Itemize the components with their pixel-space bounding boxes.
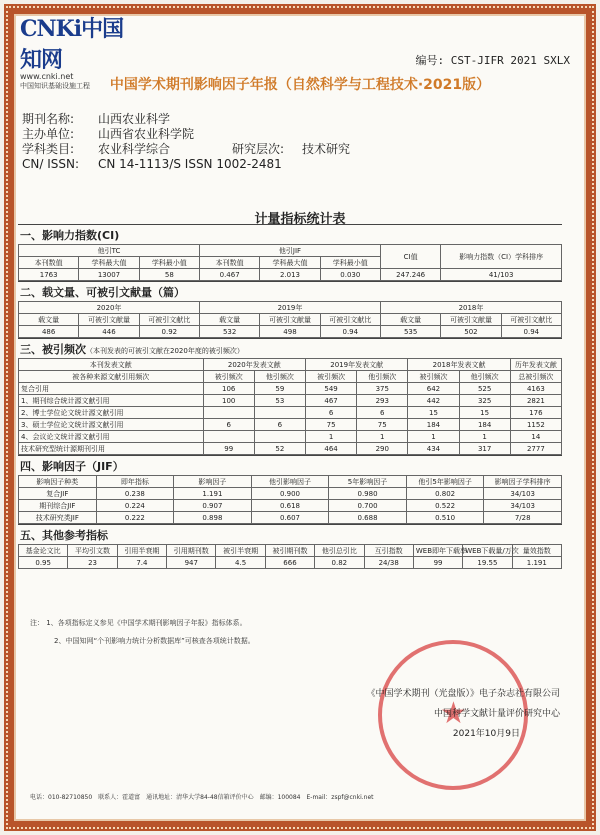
volume-value: 532 [199, 326, 259, 338]
table-row [19, 407, 562, 419]
jif-header: 影响因子 [174, 476, 252, 488]
table-row [19, 431, 562, 443]
citation-source: 4、会议论文统计源文献引用 [19, 431, 204, 443]
volume-value: 0.94 [501, 326, 561, 338]
ci-value: 0.030 [320, 269, 380, 281]
jif-table [18, 475, 562, 524]
citation-group-header: 2020年发表文献 [203, 359, 305, 371]
citation-subheader: 总被引频次 [510, 371, 561, 383]
volume-subheader: 可被引文献量 [79, 314, 139, 326]
ci-value: 1763 [19, 269, 79, 281]
logo-subtitle: 中国知识基础设施工程 [20, 82, 90, 90]
cnki-logo [20, 12, 140, 90]
citation-subheader: 被各种来源文献引用频次 [19, 371, 204, 383]
ci-subheader: 学科最大值 [79, 257, 139, 269]
citation-value: 53 [254, 395, 305, 407]
jif-value: 0.607 [251, 512, 329, 524]
section-citation-note: （本刊发表的可被引文献在2020年度的被引频次） [86, 347, 244, 355]
section-citation-name: 三、被引频次 [20, 343, 86, 356]
citation-subheader: 他引频次 [357, 371, 408, 383]
citation-value: 6 [357, 407, 408, 419]
citation-group-header: 2018年发表文献 [408, 359, 510, 371]
volume-table [18, 301, 562, 338]
jif-type: 复合JIF [19, 488, 97, 500]
publish-date: 2021年10月9日 [452, 729, 520, 739]
citation-value: 317 [459, 443, 510, 455]
ci-value: 247.246 [380, 269, 440, 281]
logo-url: www.cnki.net [20, 72, 74, 81]
publisher-name: 《中国学术期刊（光盘版）》电子杂志社有限公司 [366, 689, 560, 699]
report-title: 中国学术期刊影响因子年报（自然科学与工程技术·2021版） [109, 77, 491, 93]
citation-value: 176 [510, 407, 561, 419]
citation-value: 6 [254, 419, 305, 431]
ci-value: 58 [139, 269, 199, 281]
citation-value: 184 [408, 419, 459, 431]
jif-value: 0.618 [251, 500, 329, 512]
volume-value: 498 [260, 326, 320, 338]
issn-label: CN/ ISSN: [22, 157, 80, 171]
citation-subheader: 被引频次 [305, 371, 356, 383]
jif-value: 7/28 [484, 512, 562, 524]
ci-subheader: 本刊数值 [19, 257, 79, 269]
table-row [19, 383, 562, 395]
citation-value: 6 [305, 407, 356, 419]
other-value: 23 [68, 557, 117, 569]
citation-value: 1 [305, 431, 356, 443]
citation-value: 325 [459, 395, 510, 407]
ci-head-ci: CI值 [380, 245, 440, 269]
ci-subheader: 学科最大值 [260, 257, 320, 269]
jif-value: 0.700 [329, 500, 407, 512]
volume-value: 0.94 [320, 326, 380, 338]
section-other-title: 五、其他参考指标 [18, 524, 562, 544]
citation-value: 15 [408, 407, 459, 419]
citation-subheader: 他引频次 [254, 371, 305, 383]
other-value: 1.191 [512, 557, 561, 569]
category-value: 农业科学综合 [98, 142, 171, 156]
volume-year-header: 2018年 [380, 302, 561, 314]
jif-type: 期刊综合JIF [19, 500, 97, 512]
ci-subheader: 学科最小值 [320, 257, 380, 269]
citation-value: 467 [305, 395, 356, 407]
table-row [19, 512, 562, 524]
volume-year-header: 2019年 [199, 302, 380, 314]
notes [30, 614, 255, 650]
jif-value: 0.522 [406, 500, 484, 512]
other-value: 0.95 [19, 557, 68, 569]
ci-value: 0.467 [199, 269, 259, 281]
citation-value: 75 [357, 419, 408, 431]
volume-value: 535 [380, 326, 440, 338]
journal-info [22, 112, 542, 172]
level-value: 技术研究 [302, 142, 351, 156]
seal-star-icon: ★ [440, 696, 467, 731]
citation-value: 549 [305, 383, 356, 395]
jif-value: 0.907 [174, 500, 252, 512]
table-row [19, 419, 562, 431]
logo-mark: CNKi中国知网 [20, 16, 124, 73]
jif-header: 5年影响因子 [329, 476, 407, 488]
volume-subheader: 载文量 [380, 314, 440, 326]
citation-source: 复合引用 [19, 383, 204, 395]
publisher-block [300, 684, 560, 744]
other-value: 99 [413, 557, 462, 569]
other-table [18, 544, 562, 569]
volume-subheader: 可被引文献比 [501, 314, 561, 326]
other-value: 7.4 [117, 557, 166, 569]
other-header: 量效指数 [512, 545, 561, 557]
stats-tables [18, 224, 562, 569]
jif-value: 0.900 [251, 488, 329, 500]
other-header: WEB即年下载率 [413, 545, 462, 557]
other-header: 被引半衰期 [216, 545, 265, 557]
jif-value: 0.898 [174, 512, 252, 524]
other-header: 基金论文比 [19, 545, 68, 557]
note-1: 注： 1、各项指标定义参见《中国学术期刊影响因子年报》指标体系。 [30, 619, 247, 627]
citation-value [254, 431, 305, 443]
jif-value: 34/103 [484, 500, 562, 512]
other-value: 666 [265, 557, 314, 569]
citation-source: 3、硕士学位论文统计源文献引用 [19, 419, 204, 431]
jif-type: 技术研究类JIF [19, 512, 97, 524]
volume-value: 446 [79, 326, 139, 338]
ci-table [18, 244, 562, 281]
ci-value: 13007 [79, 269, 139, 281]
citation-value: 75 [305, 419, 356, 431]
jif-header: 即年指标 [96, 476, 174, 488]
citation-source: 2、博士学位论文统计源文献引用 [19, 407, 204, 419]
citation-value: 14 [510, 431, 561, 443]
volume-subheader: 可被引文献比 [320, 314, 380, 326]
jif-header: 他引5年影响因子 [406, 476, 484, 488]
jif-value: 0.510 [406, 512, 484, 524]
ci-subheader: 本刊数值 [199, 257, 259, 269]
volume-subheader: 可被引文献量 [441, 314, 501, 326]
volume-value: 502 [441, 326, 501, 338]
note-2: 2、中国知网“个刊影响力统计分析数据库”可核查各项统计数据。 [54, 637, 255, 645]
level-label: 研究层次: [232, 142, 285, 156]
volume-year-header: 2020年 [19, 302, 200, 314]
citation-value: 1152 [510, 419, 561, 431]
citation-value: 99 [203, 443, 254, 455]
citation-subheader: 他引频次 [459, 371, 510, 383]
citation-value: 525 [459, 383, 510, 395]
citation-source: 技术研究型统计源期刊引用 [19, 443, 204, 455]
other-header: 互引指数 [364, 545, 413, 557]
citation-value: 59 [254, 383, 305, 395]
section-citation-title [18, 338, 562, 358]
citation-value [254, 407, 305, 419]
other-header: 引用半衰期 [117, 545, 166, 557]
citation-value: 6 [203, 419, 254, 431]
citation-group-header: 2019年发表文献 [305, 359, 407, 371]
jif-header: 影响因子种类 [19, 476, 97, 488]
citation-value: 442 [408, 395, 459, 407]
volume-subheader: 可被引文献量 [260, 314, 320, 326]
ci-value: 41/103 [441, 269, 562, 281]
other-header: WEB下载量/万次 [463, 545, 512, 557]
citation-group-header: 本刊发表文献 [19, 359, 204, 371]
other-value: 24/38 [364, 557, 413, 569]
sponsor-name: 山西省农业科学院 [98, 127, 195, 141]
citation-value: 1 [459, 431, 510, 443]
table-row [19, 500, 562, 512]
table-row [19, 443, 562, 455]
jif-value: 0.802 [406, 488, 484, 500]
citation-group-header: 历年发表文献 [510, 359, 561, 371]
citation-subheader: 被引频次 [203, 371, 254, 383]
citation-value: 1 [408, 431, 459, 443]
volume-value: 486 [19, 326, 79, 338]
jif-value: 0.238 [96, 488, 174, 500]
citation-value: 290 [357, 443, 408, 455]
stats-title: 计量指标统计表 [254, 212, 346, 227]
category-label: 学科类目: [22, 142, 75, 156]
citation-table [18, 358, 562, 455]
ci-head-tc: 他引TC [19, 245, 200, 257]
citation-value: 52 [254, 443, 305, 455]
citation-value: 2821 [510, 395, 561, 407]
citation-value: 4163 [510, 383, 561, 395]
journal-label: 期刊名称: [22, 112, 75, 126]
other-value: 4.5 [216, 557, 265, 569]
jif-value: 0.224 [96, 500, 174, 512]
section-ci-title: 一、影响力指数(CI) [18, 224, 562, 244]
section-jif-title: 四、影响因子（JIF） [18, 455, 562, 475]
citation-subheader: 被引频次 [408, 371, 459, 383]
publisher-center: 中国科学文献计量评价研究中心 [433, 709, 560, 719]
citation-value [203, 407, 254, 419]
jif-value: 0.688 [329, 512, 407, 524]
other-header: 平均引文数 [68, 545, 117, 557]
jif-value: 0.222 [96, 512, 174, 524]
ci-subheader: 学科最小值 [139, 257, 199, 269]
volume-value: 0.92 [139, 326, 199, 338]
jif-header: 影响因子学科排序 [484, 476, 562, 488]
citation-value: 184 [459, 419, 510, 431]
jif-header: 他引影响因子 [251, 476, 329, 488]
citation-value [203, 431, 254, 443]
other-value: 19.55 [463, 557, 512, 569]
other-header: 他引总引比 [315, 545, 364, 557]
citation-value: 2777 [510, 443, 561, 455]
citation-value: 100 [203, 395, 254, 407]
volume-subheader: 载文量 [19, 314, 79, 326]
issn-value: CN 14-1113/S ISSN 1002-2481 [98, 157, 282, 171]
citation-value: 464 [305, 443, 356, 455]
citation-value: 15 [459, 407, 510, 419]
volume-subheader: 可被引文献比 [139, 314, 199, 326]
ci-head-jif: 他引JIF [199, 245, 380, 257]
ci-value: 2.013 [260, 269, 320, 281]
sponsor-label: 主办单位: [22, 127, 75, 141]
citation-value: 106 [203, 383, 254, 395]
other-value: 947 [167, 557, 216, 569]
jif-value: 0.980 [329, 488, 407, 500]
ci-head-rank: 影响力指数（CI）学科排序 [441, 245, 562, 269]
report-code: 编号: CST-JIFR 2021 SXLX [415, 54, 570, 67]
citation-value: 434 [408, 443, 459, 455]
footer-contact: 电话：010-82710850 联系人：霍道富 通讯地址：清华大学84-48信箱评价中心 邮编：100084 E-mail：zspf@cnki.net [30, 794, 374, 801]
journal-name: 山西农业科学 [98, 112, 171, 126]
other-header: 引用期刊数 [167, 545, 216, 557]
citation-value: 642 [408, 383, 459, 395]
table-row [19, 488, 562, 500]
citation-value: 293 [357, 395, 408, 407]
citation-value: 375 [357, 383, 408, 395]
table-row [19, 395, 562, 407]
jif-value: 34/103 [484, 488, 562, 500]
citation-source: 1、期刊综合统计源文献引用 [19, 395, 204, 407]
jif-value: 1.191 [174, 488, 252, 500]
citation-value: 1 [357, 431, 408, 443]
other-value: 0.82 [315, 557, 364, 569]
volume-subheader: 载文量 [199, 314, 259, 326]
other-header: 被引期刊数 [265, 545, 314, 557]
section-volume-title: 二、载文量、可被引文献量（篇） [18, 281, 562, 301]
